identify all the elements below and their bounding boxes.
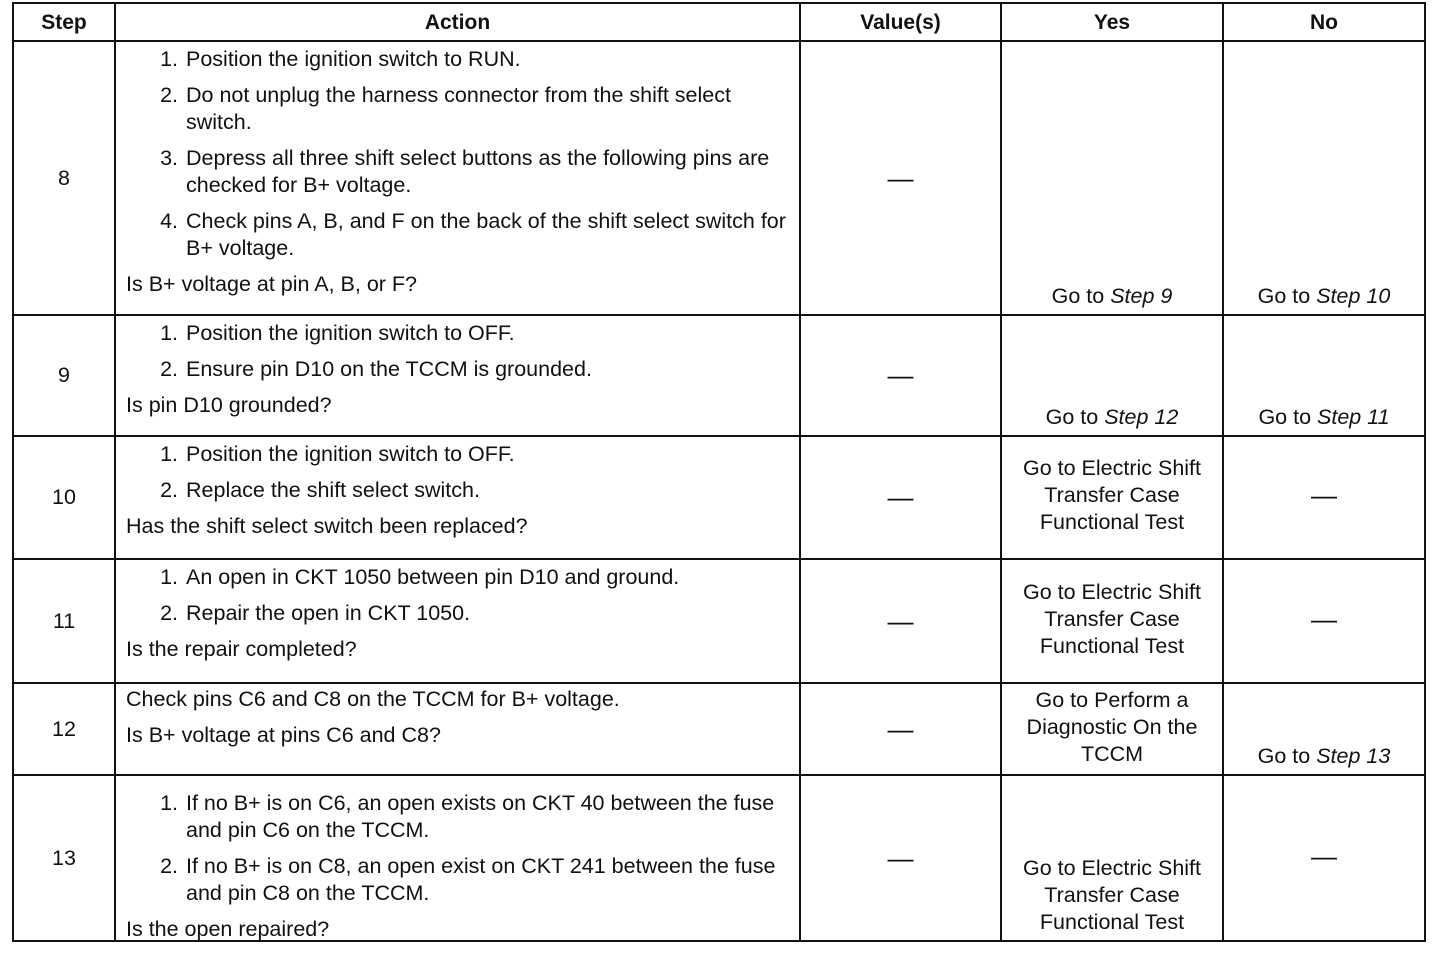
action-step: 4. Check pins A, B, and F on the back of the shift select switch for B+ voltage.	[184, 208, 789, 262]
yes-cell	[1002, 437, 1224, 558]
yes-go-to[interactable]	[1046, 404, 1179, 431]
step-number: 10	[14, 437, 116, 558]
header-no: No	[1310, 10, 1338, 34]
go-to-prefix: Go to	[1258, 405, 1318, 429]
table-header	[14, 4, 1424, 42]
action-text: Check pins C6 and C8 on the TCCM for B+ voltage.	[126, 687, 620, 711]
table-row	[14, 437, 1424, 560]
step-number: 12	[14, 684, 116, 774]
action-cell	[116, 316, 801, 435]
no-cell: —	[1311, 840, 1337, 871]
no-go-to[interactable]	[1258, 743, 1391, 770]
action-step: 1. If no B+ is on C6, an open exists on CKT 40 between the fuse and pin C6 on the TCCM.	[184, 790, 789, 844]
action-question: Is the repair completed?	[126, 637, 357, 661]
action-steps	[126, 320, 789, 383]
step-number: 9	[14, 316, 116, 435]
go-to-prefix: Go to	[1051, 284, 1111, 308]
yes-go-to[interactable]: Go to Electric Shift Transfer Case Functional Test	[1022, 579, 1202, 658]
no-cell	[1224, 684, 1424, 774]
value-cell: —	[801, 437, 1002, 558]
yes-go-to[interactable]: Go to Electric Shift Transfer Case Functional Test	[1022, 456, 1202, 534]
value-cell: —	[801, 42, 1002, 314]
yes-cell	[1002, 684, 1224, 774]
action-question: Is B+ voltage at pins C6 and C8?	[126, 723, 441, 747]
table-row	[14, 560, 1424, 684]
action-question: Has the shift select switch been replaced?	[126, 514, 528, 538]
table-row	[14, 42, 1424, 316]
step-link: Step 13	[1316, 744, 1391, 768]
step-number: 11	[14, 560, 116, 682]
value-cell: —	[801, 316, 1002, 435]
no-cell	[1224, 316, 1424, 435]
action-question: Is B+ voltage at pin A, B, or F?	[126, 272, 418, 296]
action-steps	[126, 441, 789, 504]
go-to-prefix: Go to	[1257, 284, 1317, 308]
yes-go-to[interactable]: Go to Perform a Diagnostic On the TCCM	[1026, 687, 1198, 766]
table-row	[14, 776, 1424, 940]
header-values: Value(s)	[801, 4, 1002, 40]
action-step: 1. An open in CKT 1050 between pin D10 and ground.	[184, 564, 789, 591]
action-step: 2. Do not unplug the harness connector from the shift select switch.	[184, 82, 789, 136]
no-go-to[interactable]	[1258, 404, 1389, 431]
value-cell: —	[801, 776, 1002, 940]
action-step: 2. If no B+ is on C8, an open exist on CKT 241 between the fuse and pin C8 on the TCCM.	[184, 853, 789, 907]
table-row	[14, 684, 1424, 776]
diagnostic-table	[12, 2, 1426, 942]
header-yes: Yes	[1002, 4, 1224, 40]
header-step: Step	[14, 4, 116, 40]
no-go-to[interactable]	[1258, 283, 1391, 310]
step-link: Step 12	[1104, 405, 1179, 429]
action-step: 1. Position the ignition switch to RUN.	[184, 46, 789, 73]
action-step: 2. Replace the shift select switch.	[184, 477, 789, 504]
step-link: Step 9	[1110, 284, 1173, 308]
value-cell: —	[801, 560, 1002, 682]
action-cell	[116, 776, 801, 940]
action-cell	[116, 560, 801, 682]
no-cell	[1224, 42, 1424, 314]
action-cell	[116, 684, 801, 774]
step-number: 13	[14, 776, 116, 940]
step-link: Step 10	[1316, 284, 1391, 308]
yes-cell	[1002, 316, 1224, 435]
action-step: 1. Position the ignition switch to OFF.	[184, 320, 789, 347]
yes-cell	[1002, 42, 1224, 314]
no-cell: —	[1311, 603, 1337, 634]
action-cell	[116, 437, 801, 558]
action-question: Is the open repaired?	[126, 917, 330, 941]
action-step: 3. Depress all three shift select buttons as the following pins are checked for B+ voltage.	[184, 145, 789, 199]
step-number: 8	[14, 42, 116, 314]
action-steps	[126, 46, 789, 262]
action-cell	[116, 42, 801, 314]
action-question: Is pin D10 grounded?	[126, 393, 332, 417]
action-steps	[126, 790, 789, 907]
yes-go-to[interactable]	[1052, 283, 1173, 310]
action-steps	[126, 564, 789, 627]
action-step: 1. Position the ignition switch to OFF.	[184, 441, 789, 468]
no-cell: —	[1311, 480, 1337, 510]
table-row	[14, 316, 1424, 437]
yes-cell	[1002, 776, 1224, 940]
action-step: 2. Repair the open in CKT 1050.	[184, 600, 789, 627]
go-to-prefix: Go to	[1045, 405, 1105, 429]
value-cell: —	[801, 684, 1002, 774]
go-to-prefix: Go to	[1257, 744, 1317, 768]
step-link: Step 11	[1317, 405, 1390, 429]
yes-go-to[interactable]: Go to Electric Shift Transfer Case Functional Test	[1022, 856, 1202, 934]
action-step: 2. Ensure pin D10 on the TCCM is grounded.	[184, 356, 789, 383]
header-action: Action	[116, 4, 801, 40]
yes-cell	[1002, 560, 1224, 682]
